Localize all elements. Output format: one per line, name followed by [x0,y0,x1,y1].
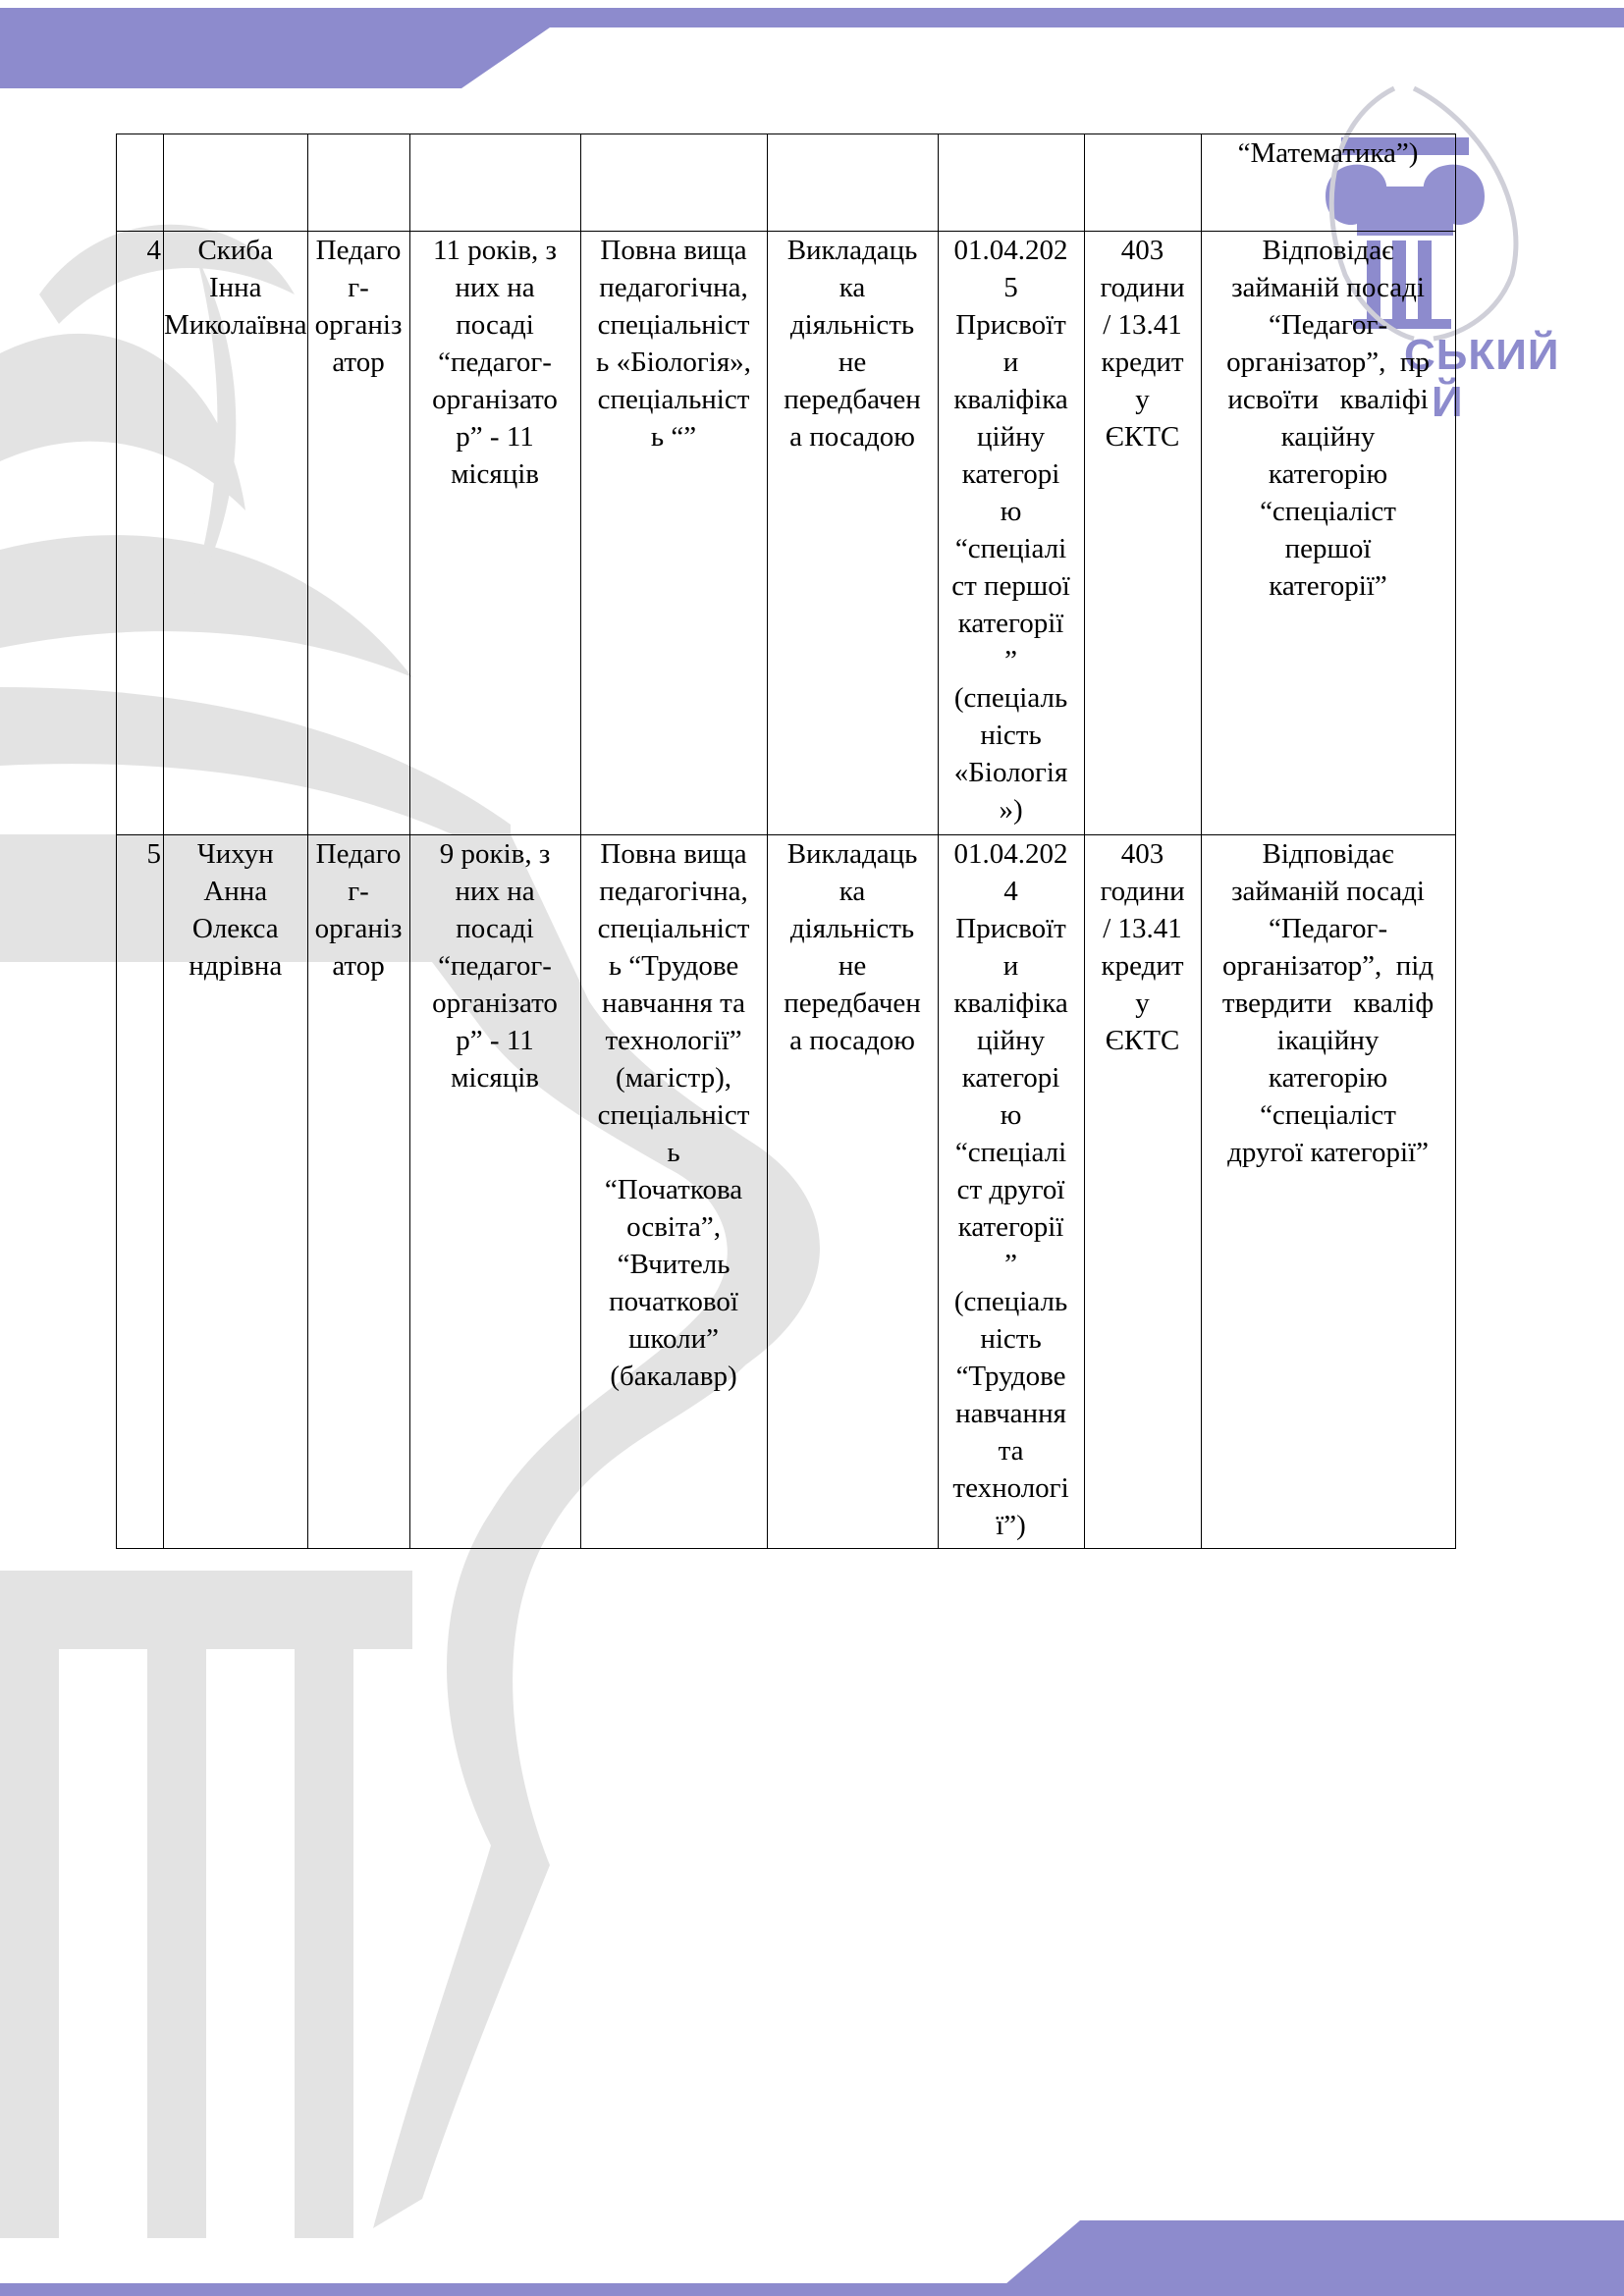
table-cell [409,134,580,232]
education: Повна вища педагогічна, спеціальніст ь «Біологія», спеціальніст ь “” [580,232,767,835]
previous-attestation: 01.04.202 5 Присвоїт и кваліфіка ційну категорі ю “спеціалі ст першої категорії ” (спеціаль ність «Біологія ») [938,232,1084,835]
row-number: 4 [117,232,164,835]
training-hours: 403 години / 13.41 кредит у ЄКТС [1084,232,1201,835]
table-cell [307,134,409,232]
table-cell [1084,134,1201,232]
employee-position: Педаго г- організ атор [307,835,409,1549]
table-cell [767,134,938,232]
work-experience: 11 років, з них на посаді “педагог- організато р” - 11 місяців [409,232,580,835]
table-cell [580,134,767,232]
teaching-activity: Викладаць ка діяльність не передбачен а посадою [767,835,938,1549]
table-cell [938,134,1084,232]
previous-attestation: 01.04.202 4 Присвоїт и кваліфіка ційну категорі ю “спеціалі ст другої категорії ” (спеціаль ність “Трудове навчання та технологі ї”) [938,835,1084,1549]
teaching-activity: Викладаць ка діяльність не передбачен а посадою [767,232,938,835]
employee-name: Скиба Інна Миколаївна [164,232,308,835]
employee-name: Чихун Анна Олекса ндрівна [164,835,308,1549]
bottom-accent-line [0,2283,1624,2296]
training-hours: 403 години / 13.41 кредит у ЄКТС [1084,835,1201,1549]
table-cell [117,134,164,232]
table-row-continuation [117,134,1456,232]
commission-decision: Відповідає займаній посаді “Педагог- організатор”, пр исвоїти кваліфі каційну категорію “спеціаліст першої категорії” [1201,232,1455,835]
commission-decision: Відповідає займаній посаді “Педагог- організатор”, під твердити кваліф ікаційну категорію “спеціаліст другої категорії” [1201,835,1455,1549]
top-accent-band [0,8,1624,88]
table-row [117,835,1456,1549]
row-number: 5 [117,835,164,1549]
work-experience: 9 років, з них на посаді “педагог- організато р” - 11 місяців [409,835,580,1549]
attestation-table [116,133,1456,1549]
decision-cell: “Математика”) [1201,134,1455,232]
employee-position: Педаго г- організ атор [307,232,409,835]
table-cell [164,134,308,232]
table-row [117,232,1456,835]
logo-wordmark-line1: СЬКИЙ [1404,331,1560,379]
education: Повна вища педагогічна, спеціальніст ь “Трудове навчання та технології” (магістр), спеціальніст ь “Початкова освіта”, “Вчитель початкової школи” (бакалавр) [580,835,767,1549]
logo-wordmark-line2: Й [1432,378,1464,426]
